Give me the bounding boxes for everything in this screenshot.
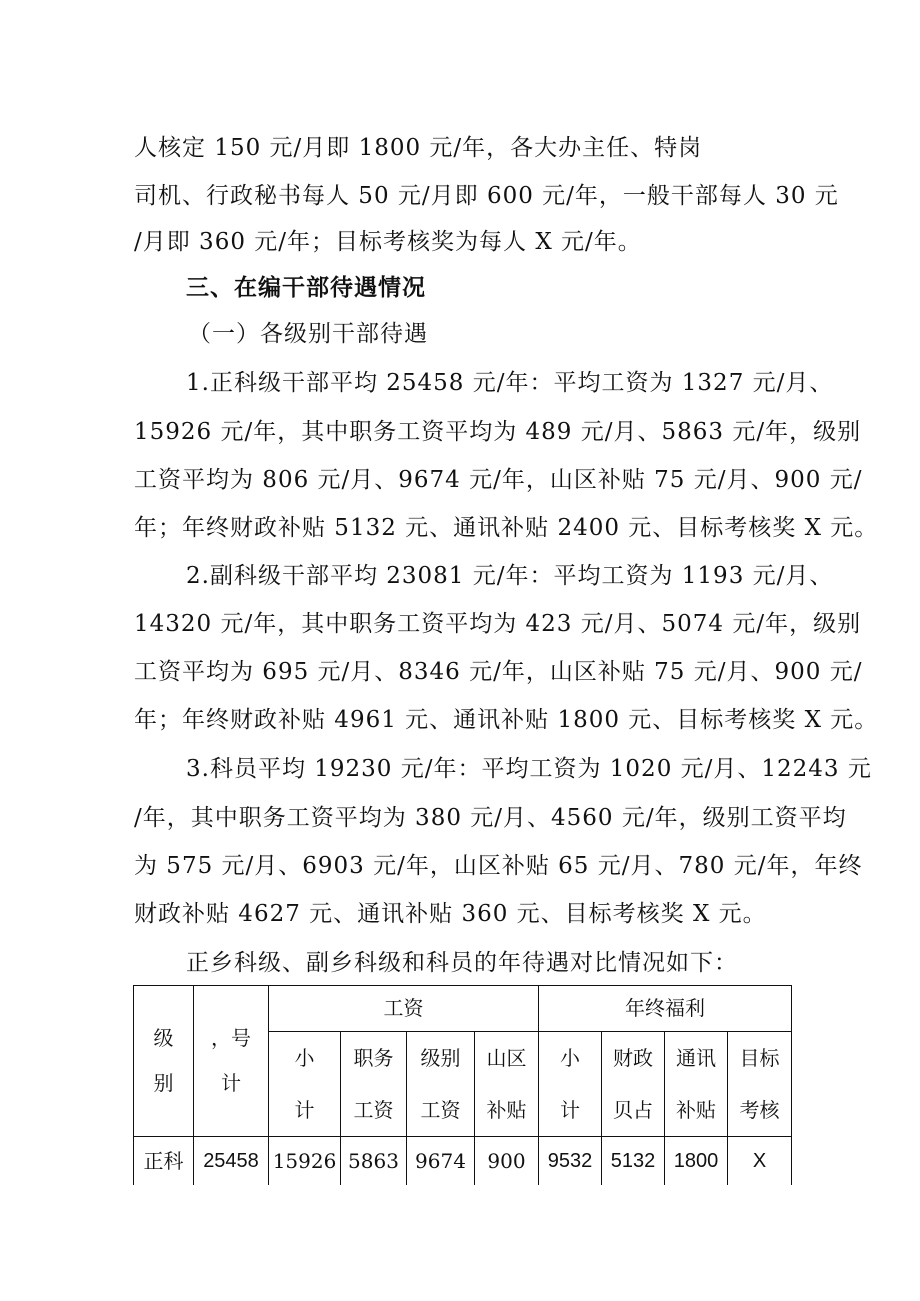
- paragraph-line: /年，其中职务工资平均为 380 元/月、4560 元/年，级别工资平均: [134, 805, 847, 831]
- table-intro: 正乡科级、副乡科级和科员的年待遇对比情况如下：: [186, 950, 738, 976]
- paragraph-line: 年；年终财政补贴 5132 元、通讯补贴 2400 元、目标考核奖 X 元。: [134, 515, 879, 541]
- header-welfare-group: 年终福利: [539, 986, 792, 1032]
- header-salary-group: 工资: [269, 986, 539, 1032]
- table-header-row: [134, 986, 792, 1032]
- header-comm-subsidy: 通讯补贴: [665, 1032, 728, 1137]
- sub-heading: （一）各级别干部待遇: [188, 321, 428, 347]
- text-line: 人核定 150 元/月即 1800 元/年，各大办主任、特岗: [134, 135, 703, 161]
- cell-level: 正科: [134, 1137, 194, 1186]
- paragraph-line: 年；年终财政补贴 4961 元、通讯补贴 1800 元、目标考核奖 X 元。: [134, 707, 879, 733]
- header-salary-subtotal: 小计: [269, 1032, 341, 1137]
- section-heading: 三、在编干部待遇情况: [186, 275, 426, 301]
- paragraph-line: 3.科员平均 19230 元/年：平均工资为 1020 元/月、12243 元: [186, 756, 872, 782]
- cell-welfare-subtotal: 9532: [539, 1137, 602, 1186]
- cell-salary-subtotal: 15926: [269, 1137, 341, 1186]
- cell-mountain-subsidy: 900: [475, 1137, 539, 1186]
- paragraph-line: 1.正科级干部平均 25458 元/年：平均工资为 1327 元/月、: [186, 370, 834, 396]
- header-welfare-subtotal: 小计: [539, 1032, 602, 1137]
- text-line: /月即 360 元/年；目标考核奖为每人 X 元/年。: [134, 229, 642, 255]
- paragraph-line: 工资平均为 695 元/月、8346 元/年，山区补贴 75 元/月、900 元/: [134, 659, 863, 685]
- cell-grade-salary: 9674: [407, 1137, 475, 1186]
- paragraph-line: 14320 元/年，其中职务工资平均为 423 元/月、5074 元/年，级别: [134, 611, 862, 637]
- header-grade-salary: 级别工资: [407, 1032, 475, 1137]
- cell-target-bonus: X: [728, 1137, 792, 1186]
- header-mountain-subsidy: 山区补贴: [475, 1032, 539, 1137]
- paragraph-line: 15926 元/年，其中职务工资平均为 489 元/月、5863 元/年，级别: [134, 419, 862, 445]
- header-level: 级别: [134, 986, 194, 1137]
- cell-finance-subsidy: 5132: [602, 1137, 665, 1186]
- header-total: ，号计: [194, 986, 269, 1137]
- benefits-comparison-table: [133, 985, 792, 1185]
- cell-total: 25458: [194, 1137, 269, 1186]
- paragraph-line: 财政补贴 4627 元、通讯补贴 360 元、目标考核奖 X 元。: [134, 901, 767, 927]
- paragraph-line: 为 575 元/月、6903 元/年，山区补贴 65 元/月、780 元/年，年终: [134, 853, 863, 879]
- header-finance-subsidy: 财政贝占: [602, 1032, 665, 1137]
- header-target-bonus: 目标考核: [728, 1032, 792, 1137]
- text-line: 司机、行政秘书每人 50 元/月即 600 元/年，一般干部每人 30 元: [134, 183, 839, 209]
- header-duty-salary: 职务工资: [341, 1032, 407, 1137]
- table-row: [134, 1137, 792, 1186]
- paragraph-line: 工资平均为 806 元/月、9674 元/年，山区补贴 75 元/月、900 元/: [134, 467, 863, 493]
- paragraph-line: 2.副科级干部平均 23081 元/年：平均工资为 1193 元/月、: [186, 563, 834, 589]
- cell-duty-salary: 5863: [341, 1137, 407, 1186]
- cell-comm-subsidy: 1800: [665, 1137, 728, 1186]
